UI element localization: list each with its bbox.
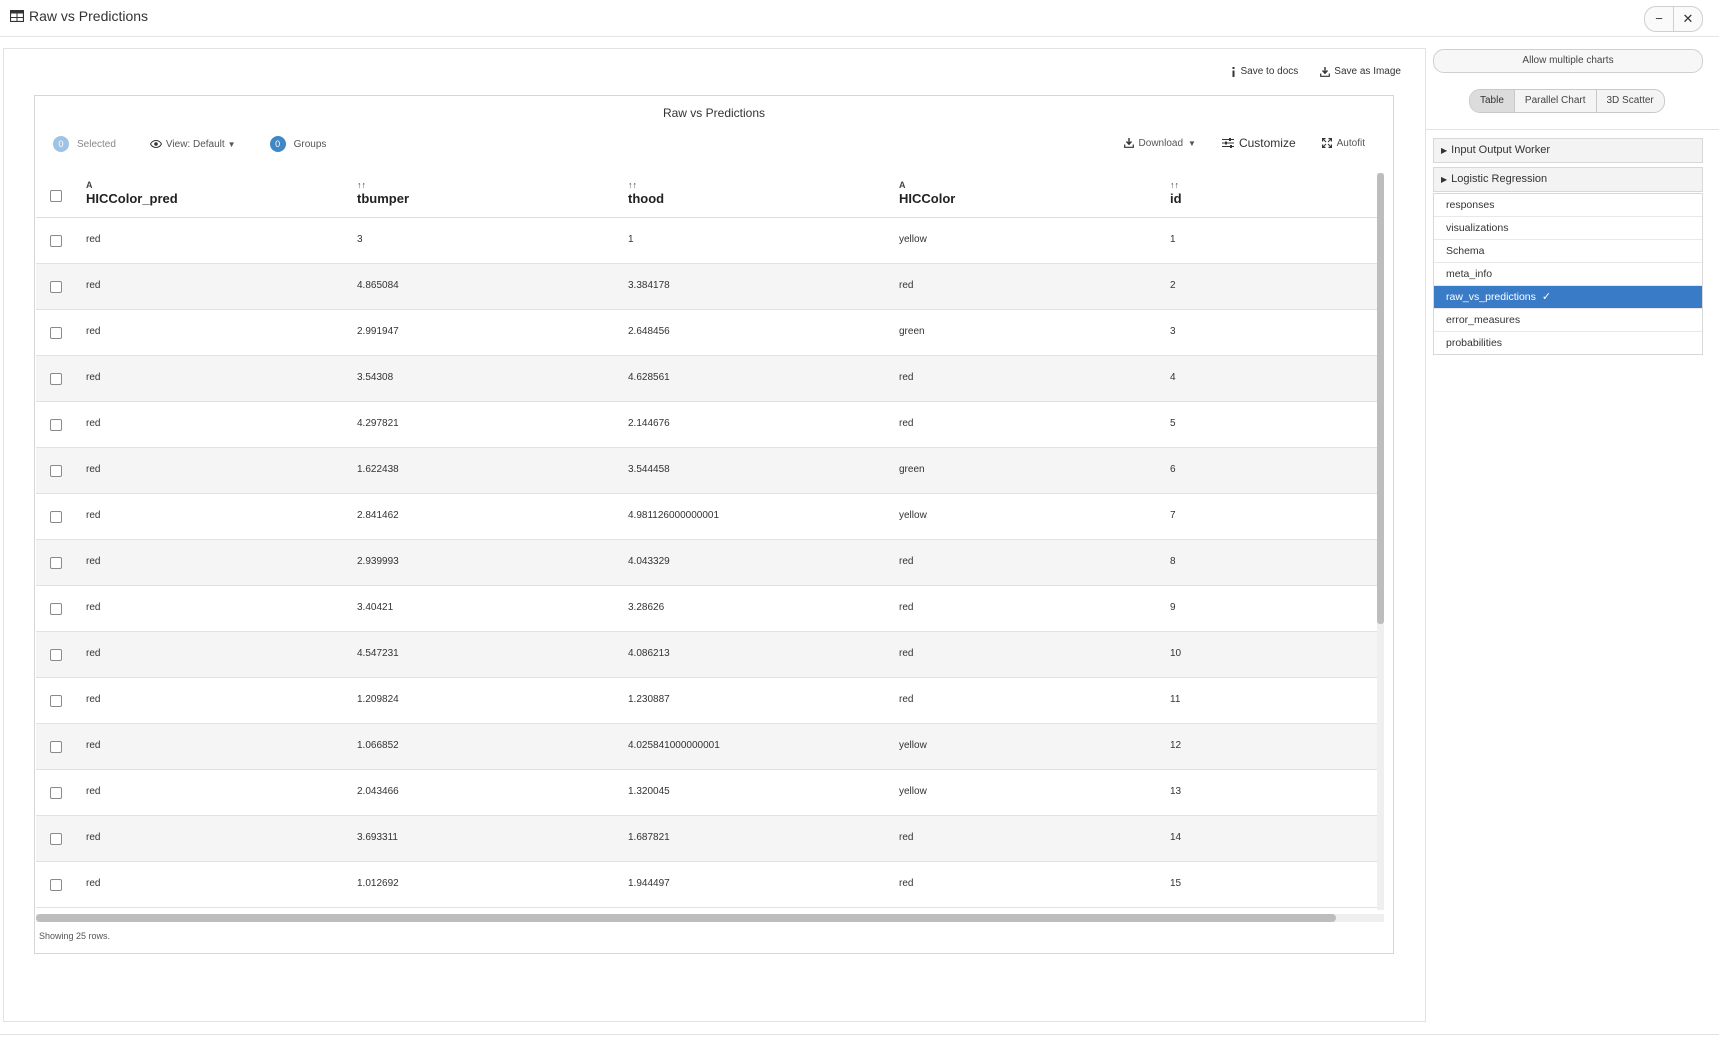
- table-row[interactable]: [36, 862, 1384, 908]
- column-label: id: [1170, 191, 1182, 206]
- section-logistic-regression[interactable]: [1433, 167, 1703, 192]
- cell-hiccolor-pred: red: [86, 878, 101, 889]
- cell-hiccolor: yellow: [899, 740, 927, 751]
- cell-thood: 4.628561: [628, 372, 670, 383]
- cell-hiccolor: green: [899, 326, 925, 337]
- cell-hiccolor-pred: red: [86, 280, 101, 291]
- row-checkbox[interactable]: [50, 557, 62, 569]
- cell-thood: 1: [628, 234, 634, 245]
- cell-tbumper: 2.841462: [357, 510, 399, 521]
- sort-numeric-icon[interactable]: ↑↑: [1170, 180, 1179, 190]
- main-panel: [3, 48, 1426, 1022]
- tab-3d-scatter[interactable]: 3D Scatter: [1596, 90, 1664, 112]
- cell-hiccolor: red: [899, 602, 914, 613]
- cell-hiccolor-pred: red: [86, 510, 101, 521]
- column-header-hiccolor-pred[interactable]: [86, 180, 178, 206]
- cell-thood: 1.687821: [628, 832, 670, 843]
- cell-hiccolor: yellow: [899, 786, 927, 797]
- cell-hiccolor: red: [899, 648, 914, 659]
- groups-indicator[interactable]: [270, 136, 327, 152]
- list-item-raw-vs-predictions[interactable]: [1434, 285, 1702, 308]
- cell-thood: 1.320045: [628, 786, 670, 797]
- horizontal-scrollbar[interactable]: [36, 914, 1384, 922]
- cell-hiccolor-pred: red: [86, 740, 101, 751]
- cell-id: 6: [1170, 464, 1176, 475]
- cell-hiccolor-pred: red: [86, 602, 101, 613]
- cell-hiccolor: red: [899, 372, 914, 383]
- row-checkbox[interactable]: [50, 419, 62, 431]
- table-row[interactable]: [36, 448, 1384, 494]
- save-as-image-button[interactable]: [1320, 66, 1401, 77]
- cell-id: 13: [1170, 786, 1182, 797]
- cell-id: 11: [1170, 694, 1181, 705]
- select-all-checkbox[interactable]: [50, 190, 62, 202]
- view-label: View: Default: [165, 138, 225, 150]
- column-label: tbumper: [357, 191, 409, 206]
- right-panel: [1425, 40, 1719, 1020]
- section-label: Logistic Regression: [1451, 173, 1548, 185]
- caret-right-icon: ▶: [1441, 175, 1448, 184]
- vertical-scrollbar[interactable]: [1377, 173, 1384, 910]
- cell-id: 2: [1170, 280, 1176, 291]
- table-header: [36, 173, 1384, 218]
- table-row[interactable]: [36, 632, 1384, 678]
- cell-hiccolor-pred: red: [86, 556, 101, 567]
- cell-tbumper: 2.939993: [357, 556, 399, 567]
- cell-id: 12: [1170, 740, 1182, 751]
- divider: [1425, 129, 1719, 130]
- table-row[interactable]: [36, 494, 1384, 540]
- list-item-meta-info[interactable]: meta_info: [1434, 262, 1702, 285]
- download-label: Download: [1138, 137, 1184, 149]
- view-dropdown[interactable]: [150, 139, 236, 150]
- output-list: [1433, 193, 1703, 355]
- row-checkbox[interactable]: [50, 833, 62, 845]
- column-header-tbumper[interactable]: [357, 180, 409, 206]
- title-bar: [0, 0, 1719, 37]
- cell-thood: 2.144676: [628, 418, 670, 429]
- table-row[interactable]: [36, 770, 1384, 816]
- window-controls: [1644, 6, 1703, 32]
- table-row[interactable]: [36, 356, 1384, 402]
- sort-numeric-icon[interactable]: ↑↑: [628, 180, 637, 190]
- tab-parallel-chart[interactable]: Parallel Chart: [1514, 90, 1596, 112]
- cell-id: 5: [1170, 418, 1176, 429]
- widget-title: Raw vs Predictions: [662, 106, 766, 120]
- cell-hiccolor-pred: red: [86, 418, 101, 429]
- cell-thood: 3.28626: [628, 602, 665, 613]
- caret-down-icon: ▼: [1188, 138, 1196, 148]
- column-label: HICColor_pred: [86, 191, 178, 206]
- cell-id: 1: [1170, 234, 1176, 245]
- minimize-button[interactable]: −: [1655, 11, 1663, 26]
- cell-hiccolor-pred: red: [86, 234, 101, 245]
- column-header-hiccolor[interactable]: [899, 180, 955, 206]
- list-item-schema[interactable]: Schema: [1434, 239, 1702, 262]
- cell-id: 7: [1170, 510, 1176, 521]
- cell-tbumper: 3.40421: [357, 602, 394, 613]
- list-item-responses[interactable]: responses: [1446, 199, 1495, 211]
- section-label: Input Output Worker: [1451, 144, 1551, 156]
- list-item-error-measures[interactable]: error_measures: [1434, 308, 1702, 331]
- cell-thood: 4.043329: [628, 556, 670, 567]
- section-input-output-worker[interactable]: [1433, 138, 1703, 163]
- row-checkbox[interactable]: [50, 373, 62, 385]
- selected-label: Selected: [77, 138, 116, 150]
- cell-thood: 1.230887: [628, 694, 670, 705]
- cell-tbumper: 1.012692: [357, 878, 399, 889]
- save-to-docs-button[interactable]: [1231, 66, 1298, 77]
- row-checkbox[interactable]: [50, 603, 62, 615]
- autofit-label: Autofit: [1336, 137, 1365, 149]
- cell-tbumper: 1.209824: [357, 694, 399, 705]
- cell-tbumper: 1.622438: [357, 464, 399, 475]
- column-label: HICColor: [899, 191, 956, 206]
- caret-down-icon: ▼: [227, 139, 236, 149]
- cell-hiccolor-pred: red: [86, 648, 101, 659]
- sort-alpha-icon[interactable]: A: [86, 180, 93, 190]
- list-item-label: raw_vs_predictions: [1446, 291, 1536, 303]
- row-checkbox[interactable]: [50, 741, 62, 753]
- cell-hiccolor: red: [899, 280, 914, 291]
- groups-count-badge: 0: [270, 136, 286, 152]
- customize-button[interactable]: [1222, 136, 1296, 150]
- column-label: thood: [628, 191, 665, 206]
- table-toolbar: [53, 136, 1365, 158]
- scrollbar-thumb[interactable]: [36, 914, 1336, 922]
- cell-hiccolor: yellow: [899, 234, 927, 245]
- cell-hiccolor: green: [899, 464, 925, 475]
- table-row[interactable]: [36, 586, 1384, 632]
- cell-tbumper: 3.54308: [357, 372, 394, 383]
- cell-tbumper: 1.066852: [357, 740, 399, 751]
- row-checkbox[interactable]: [50, 235, 62, 247]
- cell-hiccolor-pred: red: [86, 832, 101, 843]
- cell-hiccolor-pred: red: [86, 694, 101, 705]
- table-row[interactable]: [36, 540, 1384, 586]
- cell-id: 4: [1170, 372, 1176, 383]
- sort-alpha-icon[interactable]: A: [899, 180, 906, 190]
- row-checkbox[interactable]: [50, 787, 62, 799]
- cell-hiccolor: red: [899, 832, 914, 843]
- expand-icon: [1322, 138, 1332, 148]
- cell-hiccolor: red: [899, 418, 914, 429]
- sliders-icon: [1222, 138, 1234, 148]
- eye-icon: [150, 140, 162, 148]
- row-checkbox[interactable]: [50, 465, 62, 477]
- cell-id: 14: [1170, 832, 1182, 843]
- download-icon: [1124, 138, 1134, 148]
- check-icon: ✓: [1541, 291, 1552, 303]
- cell-hiccolor-pred: red: [86, 464, 101, 475]
- cell-tbumper: 3.693311: [357, 832, 398, 843]
- cell-thood: 3.544458: [628, 464, 670, 475]
- cell-tbumper: 4.297821: [357, 418, 399, 429]
- cell-hiccolor: red: [899, 556, 914, 567]
- caret-right-icon: ▶: [1441, 146, 1448, 155]
- cell-hiccolor-pred: red: [86, 372, 101, 383]
- tab-table[interactable]: Table: [1470, 90, 1514, 112]
- cell-thood: 4.086213: [628, 648, 670, 659]
- row-checkbox[interactable]: [50, 695, 62, 707]
- cell-id: 15: [1170, 878, 1182, 889]
- bottom-divider: [0, 1034, 1719, 1035]
- list-item-probabilities[interactable]: probabilities: [1434, 331, 1702, 354]
- table-row[interactable]: [36, 678, 1384, 724]
- cell-hiccolor-pred: red: [86, 786, 101, 797]
- row-checkbox[interactable]: [50, 327, 62, 339]
- column-header-thood[interactable]: [628, 180, 664, 206]
- cell-id: 8: [1170, 556, 1176, 567]
- customize-label: Customize: [1238, 136, 1296, 150]
- table-row[interactable]: [36, 402, 1384, 448]
- groups-label: Groups: [293, 138, 327, 150]
- table-row[interactable]: [36, 310, 1384, 356]
- column-header-id[interactable]: [1170, 180, 1182, 206]
- row-checkbox[interactable]: [50, 879, 62, 891]
- cell-thood: 3.384178: [628, 280, 670, 291]
- autofit-button[interactable]: [1322, 138, 1365, 149]
- cell-tbumper: 4.865084: [357, 280, 399, 291]
- table-icon: [10, 10, 24, 22]
- table-widget: [34, 95, 1394, 954]
- save-to-docs-label: Save to docs: [1240, 66, 1299, 77]
- cell-tbumper: 3: [357, 234, 363, 245]
- selected-indicator[interactable]: [53, 136, 116, 152]
- doc-actions: [1231, 66, 1401, 77]
- row-checkbox[interactable]: [50, 511, 62, 523]
- cell-hiccolor-pred: red: [86, 326, 101, 337]
- download-icon: [1320, 67, 1330, 77]
- allow-multiple-charts-button[interactable]: Allow multiple charts: [1433, 49, 1703, 73]
- table-row[interactable]: [36, 218, 1384, 264]
- data-table: [36, 173, 1384, 910]
- row-checkbox[interactable]: [50, 281, 62, 293]
- list-item-visualizations[interactable]: visualizations: [1434, 216, 1702, 239]
- cell-tbumper: 2.043466: [357, 786, 399, 797]
- cell-hiccolor: red: [899, 694, 914, 705]
- cell-thood: 1.944497: [628, 878, 670, 889]
- row-count-note: Showing 25 rows.: [39, 931, 111, 941]
- selected-count-badge: 0: [53, 136, 69, 152]
- table-row[interactable]: [36, 264, 1384, 310]
- cell-thood: 4.025841000000001: [628, 740, 720, 751]
- cell-id: 9: [1170, 602, 1176, 613]
- cell-id: 10: [1170, 648, 1182, 659]
- cell-id: 3: [1170, 326, 1176, 337]
- view-tabs: [1469, 89, 1665, 113]
- save-as-image-label: Save as Image: [1334, 66, 1401, 77]
- cell-thood: 2.648456: [628, 326, 670, 337]
- row-checkbox[interactable]: [50, 649, 62, 661]
- cell-hiccolor: yellow: [899, 510, 927, 521]
- cell-thood: 4.981126000000001: [628, 510, 720, 521]
- close-button[interactable]: ✕: [1673, 7, 1702, 31]
- info-icon: [1231, 67, 1236, 77]
- download-dropdown[interactable]: [1124, 138, 1196, 149]
- sort-numeric-icon[interactable]: ↑↑: [357, 180, 366, 190]
- window-title: Raw vs Predictions: [29, 8, 149, 24]
- table-row[interactable]: [36, 816, 1384, 862]
- cell-tbumper: 2.991947: [357, 326, 399, 337]
- scrollbar-thumb[interactable]: [1377, 173, 1384, 624]
- table-row[interactable]: [36, 724, 1384, 770]
- cell-tbumper: 4.547231: [357, 648, 399, 659]
- cell-hiccolor: red: [899, 878, 914, 889]
